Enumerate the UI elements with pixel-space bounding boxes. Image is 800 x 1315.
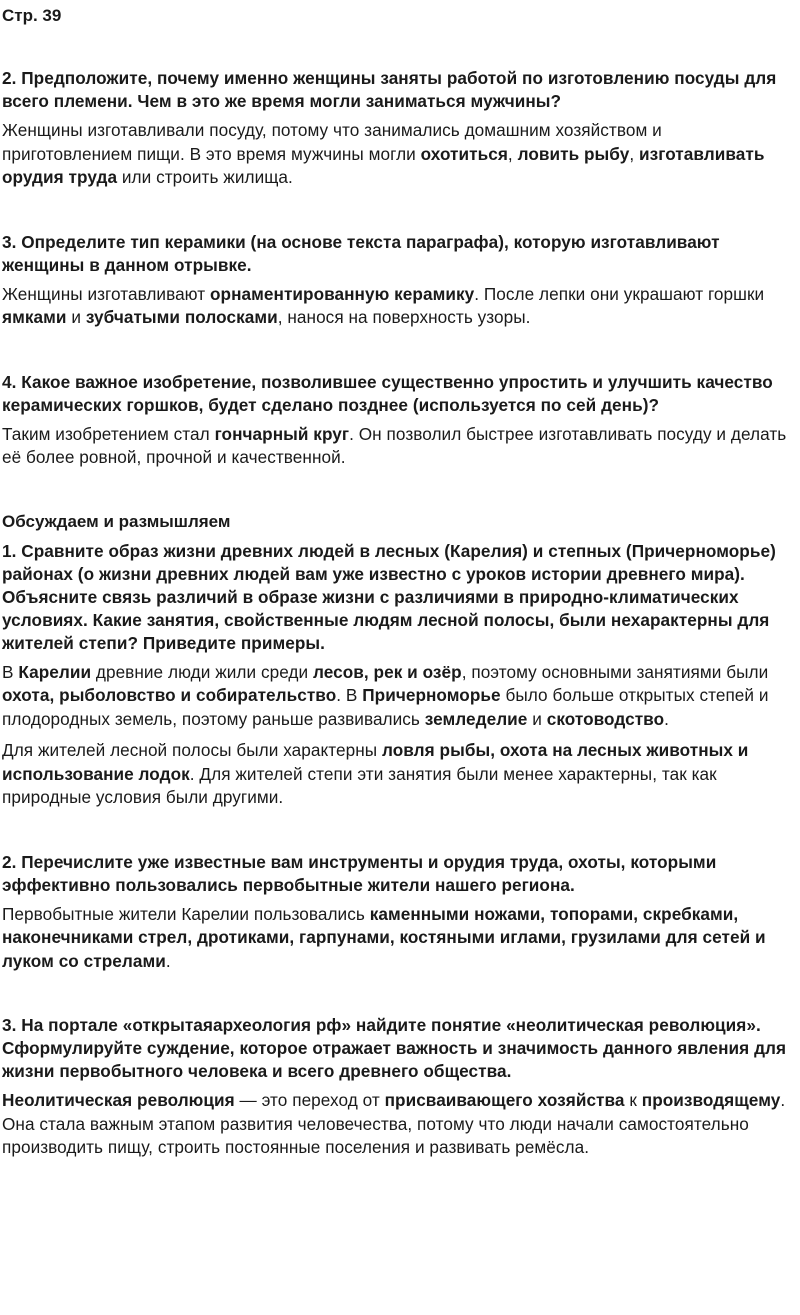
question-2: 2. Предположите, почему именно женщины заняты работой по изготовлению посуды для всего племени. Чем в это же время могли заниматься мужчины? [2, 68, 777, 111]
page-number: Стр. 39 [2, 6, 62, 25]
answer-4: Таким изобретением стал гончарный круг. Он позволил быстрее изготавливать посуду и делать её более ровной, прочной и качественной. [2, 423, 787, 467]
discussion-answer-1-paragraph-1: В Карелии древние люди жили среди лесов, рек и озёр, поэтому основными занятиями были охота, рыболовство и собирательство. В Причерноморье было больше открытых степей и плодородных земель, поэтому раньше развивались земледелие и скотоводство. [2, 661, 769, 729]
discussion-question-1: 1. Сравните образ жизни древних людей в лесных (Карелия) и степных (Причерноморье) районах (о жизни древних людей вам уже известно с уроков истории древнего мира). Объясните связь различий в образе жизни с различиями в природно-климатических условиях. Какие занятия, свойственные людям лесной полосы, были нехарактерны для жителей степи? Приведите примеры. [2, 540, 776, 653]
discussion-question-3: 3. На портале «открытаяархеология рф» найдите понятие «неолитическая революция». Сформулируйте суждение, которое отражает важность и значимость данного явления для жизни первобытного человека и всего древнего общества. [2, 1015, 787, 1081]
discussion-answer-3: Неолитическая революция — это переход от присваивающего хозяйства к производящему. Она стала важным этапом развития человечества, потому что люди начали самостоятельно производить пищу, строить постоянные поселения и развивать ремёсла. [2, 1090, 786, 1157]
discussion-answer-2: Первобытные жители Карелии пользовались каменными ножами, топорами, скребками, наконечниками стрел, дротиками, гарпунами, костяными иглами, грузилами для сетей и луком со стрелами. [2, 903, 766, 971]
discussion-answer-1-paragraph-2: Для жителей лесной полосы были характерны ловля рыбы, охота на лесных животных и использование лодок. Для жителей степи эти занятия были менее характерны, так как природные условия были другими. [2, 740, 749, 807]
section-title: Обсуждаем и размышляем [2, 511, 231, 531]
answer-3: Женщины изготавливают орнаментированную керамику. После лепки они украшают горшки ямками и зубчатыми полосками, нанося на поверхность узоры. [2, 283, 765, 327]
question-4: 4. Какое важное изобретение, позволившее существенно упростить и улучшить качество керамических горшков, будет сделано позднее (используется по сей день)? [2, 371, 773, 415]
discussion-question-2: 2. Перечислите уже известные вам инструменты и орудия труда, охоты, которыми эффективно пользовались первобытные жители нашего региона. [2, 851, 717, 895]
question-3: 3. Определите тип керамики (на основе текста параграфа), которую изготавливают женщины в данном отрывке. [2, 231, 720, 275]
answer-2: Женщины изготавливали посуду, потому что занимались домашним хозяйством и приготовлением пищи. В это время мужчины могли охотиться, ловить рыбу, изготавливать орудия труда или строить жилища. [2, 120, 765, 187]
